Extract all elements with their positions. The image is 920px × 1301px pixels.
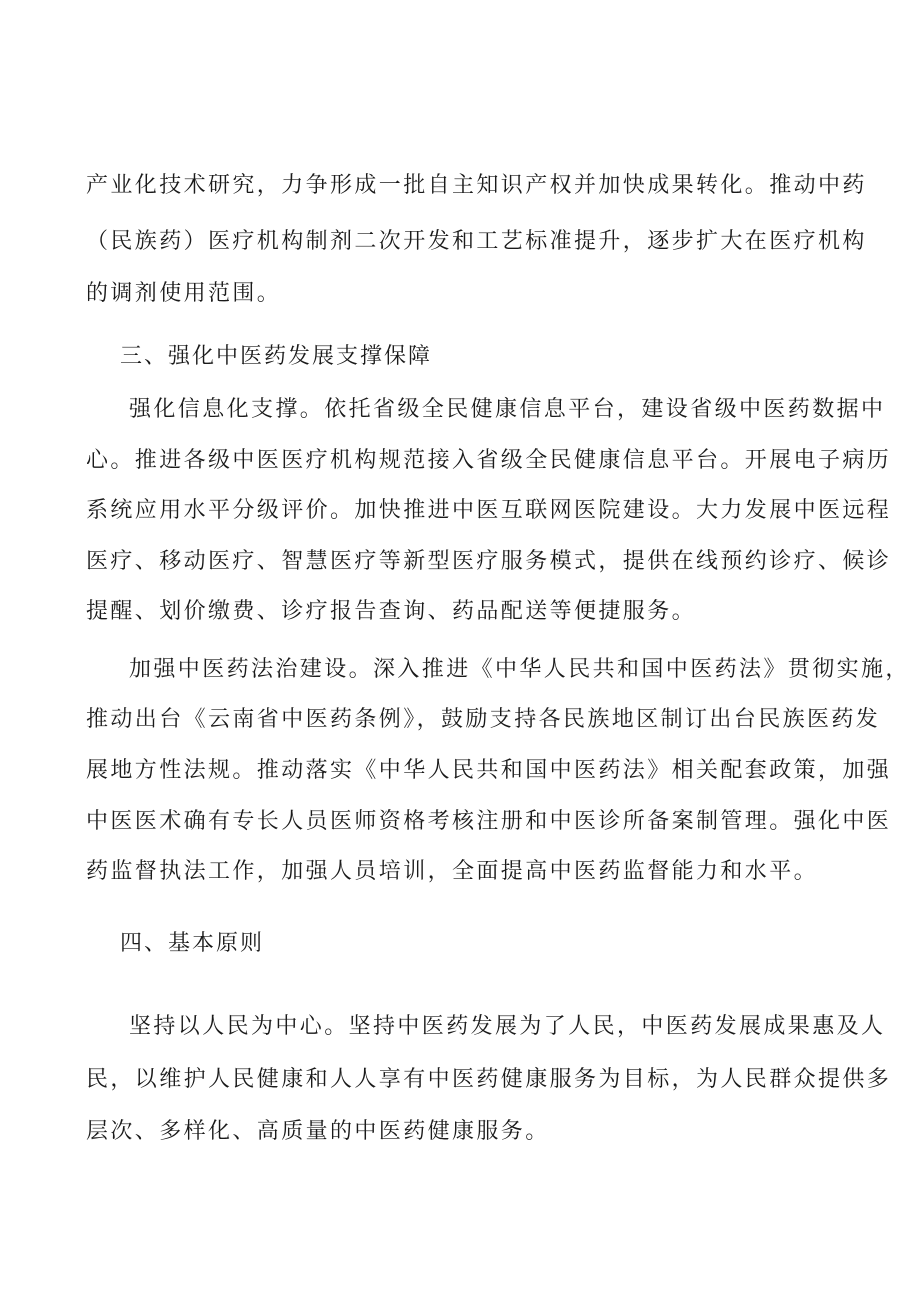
paragraph-line: 产业化技术研究，力争形成一批自主知识产权并加快成果转化。推动中药: [86, 173, 867, 198]
paragraph-line: 展地方性法规。推动落实《中华人民共和国中医药法》相关配套政策，加强: [86, 758, 892, 783]
paragraph-line: 民，以维护人民健康和人人享有中医药健康服务为目标，为人民群众提供多: [86, 1067, 892, 1092]
paragraph-line: 药监督执法工作，加强人员培训，全面提高中医药监督能力和水平。: [86, 859, 819, 884]
paragraph-line: 提醒、划价缴费、诊疗报告查询、药品配送等便捷服务。: [86, 599, 697, 624]
paragraph-line: 医疗、移动医疗、智慧医疗等新型医疗服务模式，提供在线预约诊疗、候诊: [86, 549, 892, 574]
paragraph-line: 坚持以人民为中心。坚持中医药发展为了人民，中医药发展成果惠及人: [129, 1014, 886, 1039]
paragraph-line: （民族药）医疗机构制剂二次开发和工艺标准提升，逐步扩大在医疗机构: [86, 229, 867, 254]
paragraph-line: 心。推进各级中医医疗机构规范接入省级全民健康信息平台。开展电子病历: [86, 448, 892, 473]
paragraph-line: 的调剂使用范围。: [86, 281, 282, 306]
paragraph-line: 推动出台《云南省中医药条例》，鼓励支持各民族地区制订出台民族医药发: [86, 707, 881, 732]
paragraph-line: 强化信息化支撑。依托省级全民健康信息平台，建设省级中医药数据中: [129, 397, 886, 422]
paragraph-line: 中医医术确有专长人员医师资格考核注册和中医诊所备案制管理。强化中医: [86, 809, 892, 834]
paragraph-line: 层次、多样化、高质量的中医药健康服务。: [86, 1119, 550, 1144]
paragraph-line: 加强中医药法治建设。深入推进《中华人民共和国中医药法》贯彻实施，: [129, 657, 910, 682]
section-heading-4: 四、基本原则: [120, 931, 265, 956]
paragraph-line: 系统应用水平分级评价。加快推进中医互联网医院建设。大力发展中医远程: [86, 498, 892, 523]
section-heading-3: 三、强化中医药发展支撑保障: [120, 344, 433, 369]
